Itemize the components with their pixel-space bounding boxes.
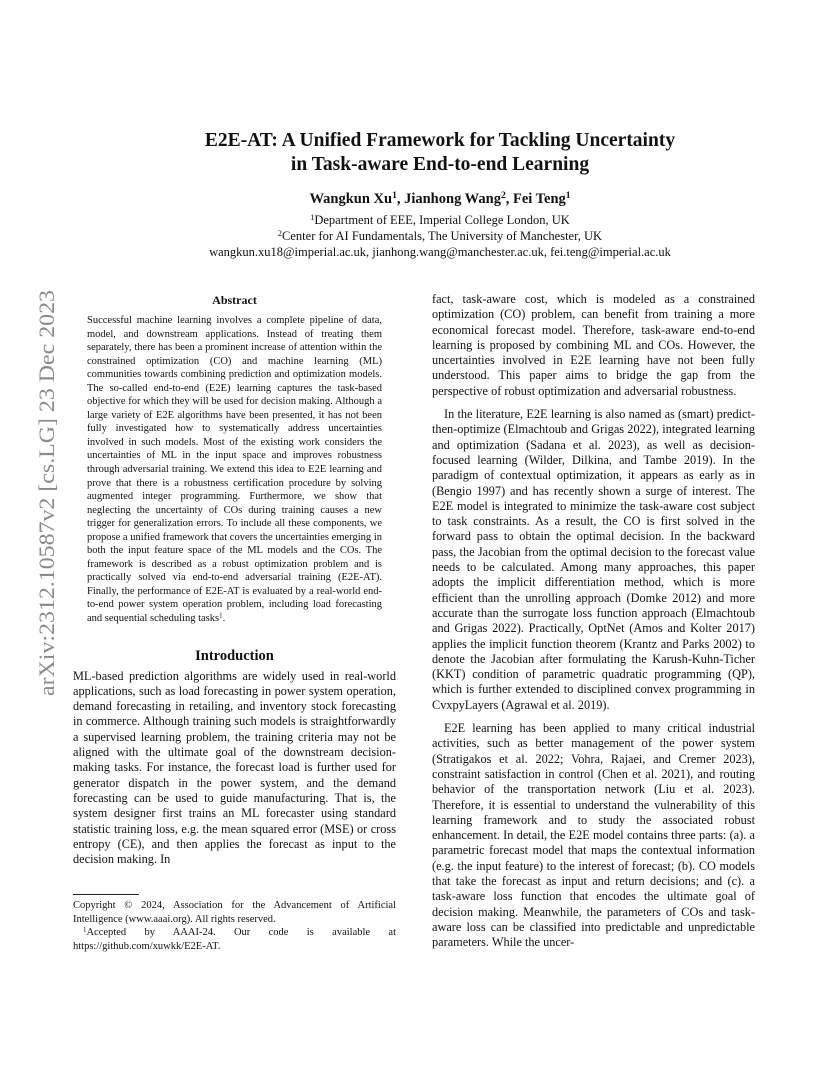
body-paragraph: fact, task-aware cost, which is modeled as a constrained optimization (CO) problem, can benefit from training a more economical forecast model. Therefore, task-aware end-to-end learning is proposed by combining ML and COs. However, the uncertainties involved in E2E learning have not been fully understood. This paper aims to bridge the gap from the perspective of robust optimization and adversarial robustness. — [432, 292, 755, 398]
abstract-heading: Abstract — [212, 293, 257, 307]
abstract-body — [87, 314, 382, 626]
footnote-mark: 1 — [219, 612, 223, 620]
title-line-2: in Task-aware End-to-end Learning — [290, 154, 590, 175]
arxiv-identifier-stamp — [24, 288, 64, 698]
author-affil-mark: 1 — [565, 190, 571, 202]
author-emails: wangkun.xu18@imperial.ac.uk, jianhong.wang@manchester.ac.uk, fei.teng@imperial.ac.uk — [209, 245, 671, 259]
author-name: Wangkun Xu — [309, 191, 393, 207]
arxiv-stamp-text: arXiv:2312.10587v2 [cs.LG] 23 Dec 2023 — [34, 322, 59, 696]
affiliation-line — [100, 228, 780, 244]
abstract-text: Successful machine learning involves a complete pipeline of data, model, and downstream applications. Instead of treating them separately, there has been a prominent increase of attention within the constrained optimization (CO) and machine learning (ML) communities towards combining prediction and optimization models. The so-called end-to-end (E2E) learning captures the task-based objective for which they will be used for decision making. Although a large variety of E2E algorithms have been presented, it has not been fully investigated how to systematically address uncertainties involved in such models. Most of the existing work considers the uncertainties of ML in the input space and improves robustness through adversarial training. We extend this idea to E2E learning and prove that there is a robustness certification procedure by solving augmented integer programming. Furthermore, we show that neglecting the uncertainty of COs during training causes a new trigger for generalization errors. To include all these components, we propose a unified framework that covers the uncertainties emerging in both the input feature space of the ML models and the COs. The framework is described as a robust optimization problem and is practically solved via end-to-end adversarial training (E2E-AT). Finally, the performance of E2E-AT is evaluated by a real-world end-to-end power system operation problem, including load forecasting and sequential scheduling tasks — [87, 315, 382, 625]
author-affil-mark: 1 — [392, 190, 397, 202]
footnote-text: Accepted by AAAI-24. Our code is available at https://github.com/xuwkk/E2E-AT. — [73, 927, 396, 952]
author-affil-mark: 2 — [500, 190, 506, 202]
introduction-paragraph: ML-based prediction algorithms are widely used in real-world applications, such as load forecasting in power system operation, demand forecasting in retailing, and inventory stock forecasting in commerce. Although training such models is straightforwardly a supervised learning problem, the training criteria may not be aligned with the ultimate goal of the downstream decision-making tasks. For instance, the forecast load is further used for generator dispatch in the power system, and the demand forecasting can be used to guide manufacturing. That is, the system designer first trains an ML forecaster using standard statistic training loss, e.g. the mean squared error (MSE) or cross entropy (CE), and then applies the forecast as input to the decision making. In — [73, 668, 396, 867]
footnote-number: 1 — [83, 926, 87, 934]
paper-title — [100, 129, 780, 177]
affiliation-mark: 2 — [277, 228, 283, 238]
affiliation-text: Center for AI Fundamentals, The University of Manchester, UK — [282, 229, 603, 243]
body-paragraph: In the literature, E2E learning is also named as (smart) predict-then-optimize (Elmachtoub and Grigas 2022), integrated learning and optimization (Sadana et al. 2023), as well as decision-focused learning (Wilder, Dilkina, and Tambe 2019). In the paradigm of contextual optimization, it appears as early as in (Bengio 1997) and has recently shown a surge of interest. The E2E model is integrated to minimize the task-aware cost subject to task constraints. As a result, the CO is first solved in the forward pass to obtain the optimal decision. In the backward pass, the Jacobian from the optimal decision to the forecast value needs to be calculated. Among many approaches, this paper adopts the implicit differentiation method, which is more efficient than the unrolling approach (Domke 2012) and more accurate than the surrogate loss function approach (Elmachtoub and Grigas 2022). Practically, OptNet (Amos and Kolter 2017) applies the implicit function theorem (Krantz and Parks 2002) to denote the Jacobian after formulating the Karush-Kuhn-Ticher (KKT) condition of parametric quadratic programming (QP), which is further extended to disciplined convex programming in CvxpyLayers (Agrawal et al. 2019). — [432, 407, 755, 712]
introduction-heading: Introduction — [195, 647, 274, 664]
footnote-1 — [73, 926, 396, 953]
author-name: Fei Teng — [512, 191, 566, 207]
left-column — [73, 292, 396, 867]
body-paragraph: E2E learning has been applied to many critical industrial activities, such as better management of the power system (Stratigakos et al. 2022; Vohra, Rajaei, and Cremer 2023), constraint satisfaction in control (Chen et al. 2021), and routing behavior of the transportation network (Liu et al. 2023). Therefore, it is essential to understand the vulnerability of this learning framework and to study the associated robust enhancement. In detail, the E2E model contains three parts: (a). a parametric forecast model that maps the contextual information (e.g. the input feature) to the interest of forecast; (b). CO models that take the forecast as input and return decisions; and (c). a task-aware loss function that encodes the ultimate goal of decision making. Meanwhile, the parameters of COs and task-aware loss can be classified into predictable and unpredictable parameters. While the uncer- — [432, 721, 755, 950]
affiliation-line — [100, 212, 780, 228]
author-name: Jianhong Wang — [404, 191, 501, 207]
abstract-end: . — [222, 613, 226, 625]
affiliations — [100, 212, 780, 260]
footnote-divider — [73, 894, 139, 895]
author-list: Wangkun Xu$^1$, Jianhong Wang$^2$, Fei Teng$^1$ — [309, 190, 571, 207]
footnotes — [73, 894, 396, 953]
copyright-notice: Copyright © 2024, Association for the Advancement of Artificial Intelligence (www.aaai.org). All rights reserved. — [73, 900, 396, 925]
title-line-1: E2E-AT: A Unified Framework for Tackling Uncertainty — [204, 130, 676, 151]
affiliation-mark: 1 — [310, 212, 315, 222]
affiliation-text: Department of EEE, Imperial College London, UK — [314, 213, 570, 227]
right-column — [432, 292, 755, 950]
